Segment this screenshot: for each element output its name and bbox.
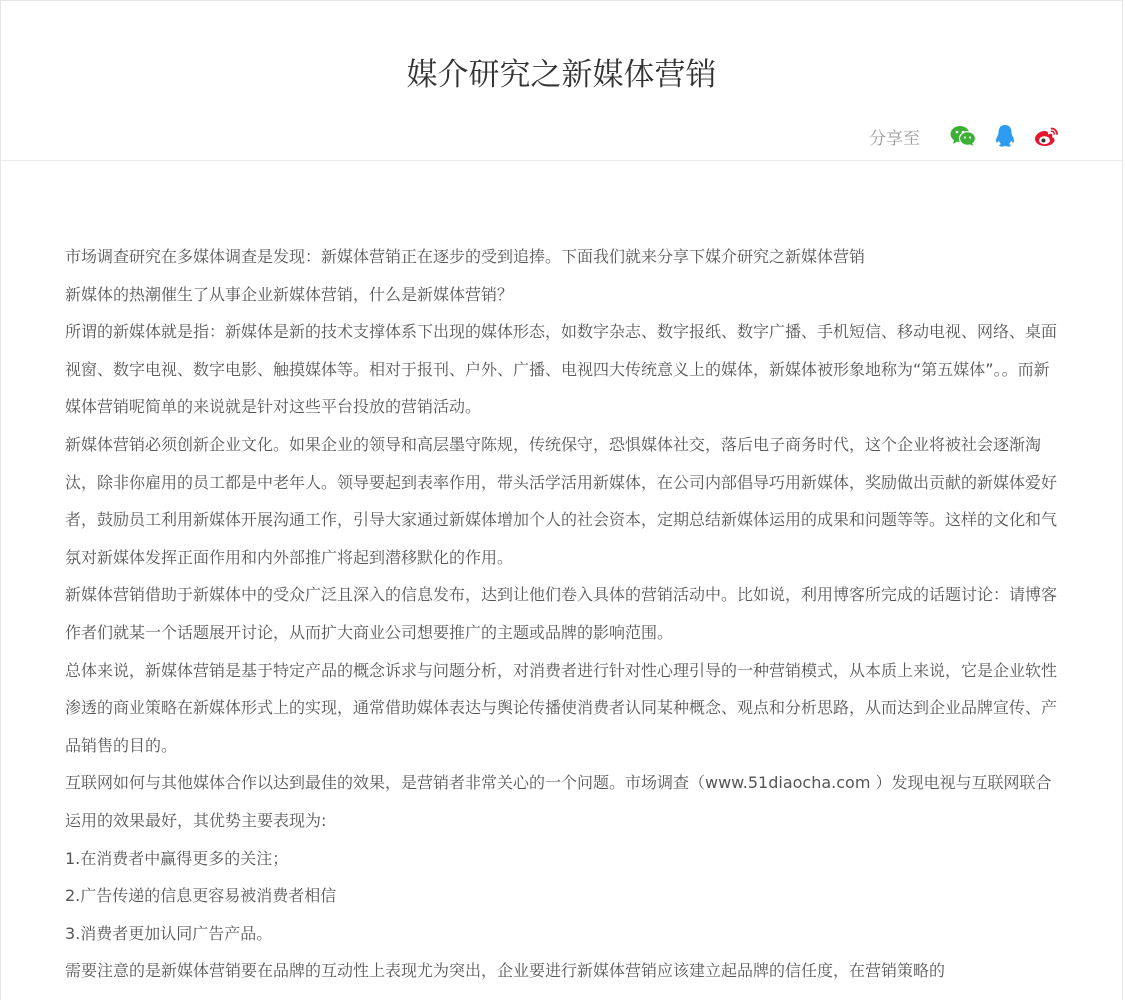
share-qq-button[interactable] xyxy=(992,123,1018,149)
article-header xyxy=(1,1,1122,161)
paragraph: 互联网如何与其他媒体合作以达到最佳的效果，是营销者非常关心的一个问题。市场调查（www.51diaocha.com ）发现电视与互联网联合运用的效果最好，其优势主要表现为: xyxy=(65,773,1052,830)
qq-icon xyxy=(994,124,1016,148)
share-weibo-button[interactable] xyxy=(1034,123,1060,149)
list-item: 3.消费者更加认同广告产品。 xyxy=(65,923,273,943)
list-item: 1.在消费者中赢得更多的关注； xyxy=(65,848,289,868)
paragraph: 市场调查研究在多媒体调查是发现：新媒体营销正在逐步的受到追捧。下面我们就来分享下媒介研究之新媒体营销 xyxy=(65,247,866,266)
wechat-icon xyxy=(950,125,976,147)
paragraph: 新媒体营销借助于新媒体中的受众广泛且深入的信息发布，达到让他们卷入具体的营销活动中。比如说，利用博客所完成的话题讨论：请博客作者们就某一个话题展开讨论，从而扩大商业公司想要推广的主题或品牌的影响范围。 xyxy=(65,585,1058,642)
paragraph: 总体来说，新媒体营销是基于特定产品的概念诉求与问题分析，对消费者进行针对性心理引导的一种营销模式，从本质上来说，它是企业软性渗透的商业策略在新媒体形式上的实现，通常借助媒体表达与舆论传播使消费者认同某种概念、观点和分析思路，从而达到企业品牌宣传、产品销售的目的。 xyxy=(65,660,1058,755)
share-wechat-button[interactable] xyxy=(950,123,976,149)
paragraph: 新媒体营销必须创新企业文化。如果企业的领导和高层墨守陈规，传统保守，恐惧媒体社交，落后电子商务时代，这个企业将被社会逐渐淘汰，除非你雇用的员工都是中老年人。领导要起到表率作用，带头活学活用新媒体，在公司内部倡导巧用新媒体，奖励做出贡献的新媒体爱好者，鼓励员工利用新媒体开展沟通工作，引导大家通过新媒体增加个人的社会资本，定期总结新媒体运用的成果和问题等等。这样的文化和气氛对新媒体发挥正面作用和内外部推广将起到潜移默化的作用。 xyxy=(65,434,1058,567)
paragraph: 新媒体的热潮催生了从事企业新媒体营销，什么是新媒体营销？ xyxy=(65,284,514,304)
paragraph: 所谓的新媒体就是指：新媒体是新的技术支撑体系下出现的媒体形态，如数字杂志、数字报纸、数字广播、手机短信、移动电视、网络、桌面视窗、数字电视、数字电影、触摸媒体等。相对于报刊、户外、广播、电视四大传统意义上的媒体，新媒体被形象地称为“第五媒体”。。而新媒体营销呢简单的来说就是针对这些平台投放的营销活动。 xyxy=(65,322,1058,417)
weibo-icon xyxy=(1034,125,1060,147)
paragraph: 需要注意的是新媒体营销要在品牌的互动性上表现尤为突出，企业要进行新媒体营销应该建立起品牌的信任度，在营销策略的 xyxy=(65,961,946,981)
article-body xyxy=(65,238,1065,990)
list-item: 2.广告传递的信息更容易被消费者相信 xyxy=(65,886,337,906)
share-bar xyxy=(869,122,1060,150)
page-title: 媒介研究之新媒体营销 xyxy=(406,57,717,93)
share-label: 分享至 xyxy=(869,128,920,149)
